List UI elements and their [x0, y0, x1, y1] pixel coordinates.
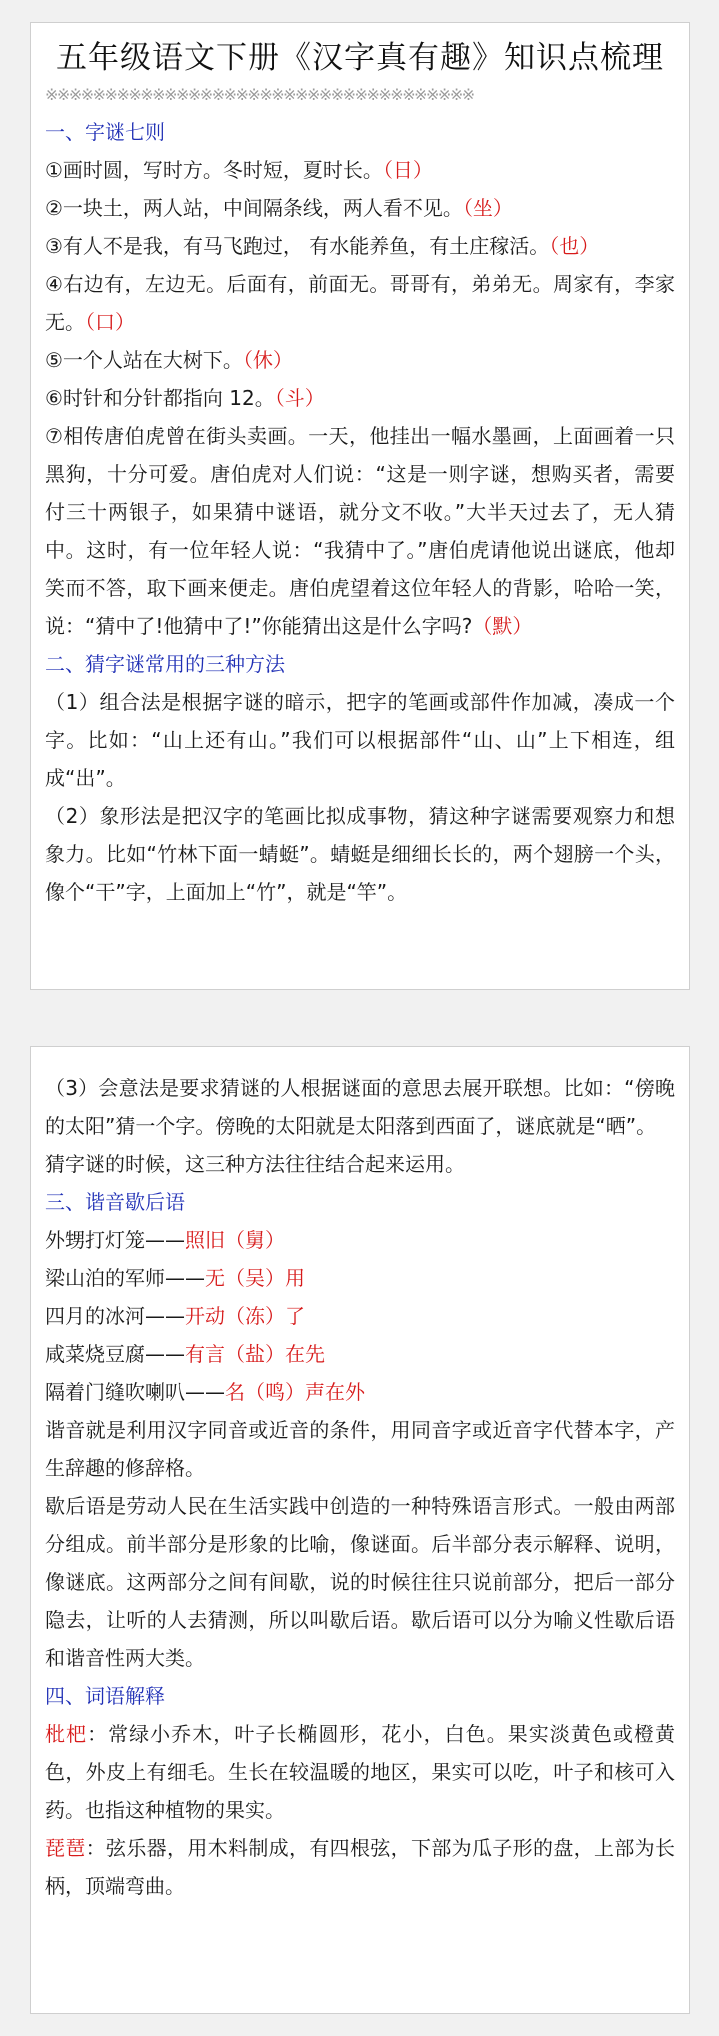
riddle-item: ④右边有，左边无。后面有，前面无。哥哥有，弟弟无。周家有，李家无。（口） [45, 272, 675, 334]
explain-paragraph: 歇后语是劳动人民在生活实践中创造的一种特殊语言形式。一般由两部分组成。前半部分是形象的比喻，像谜面。后半部分表示解释、说明，像谜底。这两部分之间有间歇，说的时候往往只说前部分，把后一部分隐去，让听的人去猜测，所以叫歇后语。歇后语可以分为喻义性歇后语和谐音性两大类。 [45, 1494, 675, 1670]
vocab-item: 枇杷：常绿小乔木，叶子长椭圆形，花小，白色。果实淡黄色或橙黄色，外皮上有细毛。生长在较温暖的地区，果实可以吃，叶子和核可入药。也指这种植物的果实。 [45, 1722, 676, 1822]
riddle-answer: （坐） [462, 196, 513, 220]
riddle-item: ①画时圆，写时方。冬时短，夏时长。（日） [45, 158, 433, 182]
xiehouyu-item: 咸菜烧豆腐——有言（盐）在先 [45, 1342, 325, 1366]
xiehouyu-answer: 有言（盐）在先 [185, 1342, 325, 1366]
method-paragraph: （3）会意法是要求猜谜的人根据谜面的意思去展开联想。比如：“傍晚的太阳”猜一个字。傍晚的太阳就是太阳落到西面了，谜底就是“晒”。 [45, 1076, 675, 1138]
xiehouyu-answer: 照旧（舅） [185, 1228, 285, 1252]
page-title: 五年级语文下册《汉字真有趣》知识点梳理 [56, 40, 664, 76]
riddle-item: ⑤一个人站在大树下。（休） [45, 348, 293, 372]
riddle-item: ⑦相传唐伯虎曾在街头卖画。一天，他挂出一幅水墨画，上面画着一只黑狗，十分可爱。唐伯虎对人们说：“这是一则字谜，想购买者，需要付三十两银子，如果猜中谜语，就分文不收。”大半天过去了，无人猜中。这时，有一位年轻人说：“我猜中了。”唐伯虎请他说出谜底，他却笑而不答，取下画来便走。唐伯虎望着这位年轻人的背影，哈哈一笑，说：“猜中了!他猜中了!”你能猜出这是什么字吗?（默） [45, 424, 675, 638]
vocab-term: 琵琶 [45, 1836, 86, 1860]
riddle-item: ③有人不是我，有马飞跑过， 有水能养鱼，有土庄稼活。（也） [45, 234, 600, 258]
xiehouyu-item: 隔着门缝吹喇叭——名（鸣）声在外 [45, 1380, 365, 1404]
vocab-term: 枇杷 [45, 1722, 88, 1746]
section-heading-riddles: 一、字谜七则 [45, 120, 165, 144]
riddle-answer: （也） [549, 234, 600, 258]
section-heading-xiehouyu: 三、谐音歇后语 [45, 1190, 185, 1214]
vocab-item: 琵琶：弦乐器，用木料制成，有四根弦，下部为瓜子形的盘，上部为长柄，顶端弯曲。 [45, 1836, 676, 1898]
method-paragraph: （2）象形法是把汉字的笔画比拟成事物，猜这种字谜需要观察力和想象力。比如“竹林下面一蜻蜓”。蜻蜓是细细长长的，两个翅膀一个头，像个“干”字，上面加上“竹”，就是“竿”。 [45, 804, 675, 904]
riddle-answer: （日） [382, 158, 433, 182]
xiehouyu-item: 外甥打灯笼——照旧（舅） [45, 1228, 285, 1252]
notes-card-1 [30, 22, 690, 990]
xiehouyu-item: 梁山泊的军师——无（吴）用 [45, 1266, 305, 1290]
xiehouyu-answer: 名（鸣）声在外 [225, 1380, 365, 1404]
summary-paragraph: 猜字谜的时候，这三种方法往往结合起来运用。 [45, 1152, 465, 1176]
riddle-answer: （默） [472, 614, 533, 638]
xiehouyu-answer: 开动（冻）了 [185, 1304, 305, 1328]
riddle-answer: （斗） [274, 386, 325, 410]
explain-paragraph: 谐音就是利用汉字同音或近音的条件，用同音字或近音字代替本字，产生辞趣的修辞格。 [45, 1418, 675, 1480]
method-paragraph: （1）组合法是根据字谜的暗示，把字的笔画或部件作加减，凑成一个字。比如：“山上还有山。”我们可以根据部件“山、山”上下相连，组成“出”。 [45, 690, 675, 790]
riddle-answer: （休） [242, 348, 293, 372]
section-heading-methods: 二、猜字谜常用的三种方法 [45, 652, 285, 676]
riddle-item: ⑥时针和分针都指向 12。（斗） [45, 386, 325, 410]
xiehouyu-answer: 无（吴）用 [205, 1266, 305, 1290]
riddle-item: ②一块土，两人站，中间隔条线，两人看不见。（坐） [45, 196, 513, 220]
section-heading-vocab: 四、词语解释 [45, 1684, 165, 1708]
decorative-divider: ※※※※※※※※※※※※※※※※※※※※※※※※※※※※※※※※※※※※ [45, 85, 474, 104]
notes-card-2 [30, 1046, 690, 2014]
riddle-answer: （口） [85, 310, 135, 334]
xiehouyu-item: 四月的冰河——开动（冻）了 [45, 1304, 305, 1328]
